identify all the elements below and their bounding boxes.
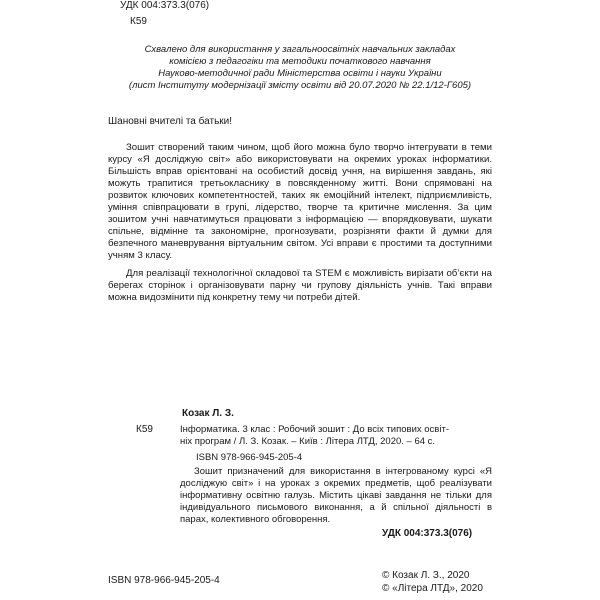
class-mark-top: К59: [130, 16, 147, 27]
bib-isbn: ISBN 978-966-945-205-4: [196, 452, 303, 463]
approval-block: [100, 44, 500, 92]
intro-paragraph-2: Для реалізації технологічної складової та STEM є можливість вирізати об’єкти на берегах сторінок і організовувати парну чи групову діяльність учнів. Такі вправи можна видозмінити під конкретну тему чи потреби дітей.: [108, 268, 492, 303]
approval-line: Науково-методичної ради Міністерства освіти і науки України: [158, 68, 442, 79]
approval-line: комісією з педагогіки та методики початкового навчання: [169, 56, 431, 67]
approval-line: Схвалено для використання у загальноосвітніх навчальних закладах: [144, 44, 456, 55]
udk-bottom: УДК 004:373.3(076): [382, 528, 473, 539]
footer-isbn: ISBN 978-966-945-205-4: [108, 575, 220, 586]
bib-author: Козак Л. З.: [182, 408, 234, 419]
udk-top: УДК 004:373.3(076): [120, 0, 210, 11]
intro-paragraph-1: Зошит створений таким чином, щоб його можна було творчо інтегрувати в теми курсу «Я досліджую світ» або використовувати на окремих уроках інформатики. Більшість вправ орієнтовані на особистий досвід учня, на вирішення завдань, які можуть трапитися третьокласнику в повсякденному житті. Вони спрямовані на розвиток ключових компетентностей, таких як емоційний інтелект, підприємливість, уміння співпрацювати в групі, лідерство, творче та критичне мислення. За цим зошитом учні навчатимуться працювати з інформацією — впорядковувати, шукати спільне, відмінне та закономірне, прогнозувати, розрізняти факти й думки для безпечного маневрування віртуальним світом. Усі вправи є простими та доступними учням 3 класу.: [108, 142, 492, 261]
bib-class-mark: К59: [136, 424, 153, 435]
copyright-publisher: © «Літера ЛТД», 2020: [382, 583, 483, 594]
approval-line: (лист Інституту модернізації змісту освіти від 20.07.2020 № 22.1/12-Г605): [128, 80, 472, 91]
bib-description-line1: Інформатика. 3 клас : Робочий зошит : До всіх типових освіт-: [180, 424, 449, 435]
bib-annotation: Зошит призначений для використання в інтегрованому курсі «Я досліджую світ» і на уроках з окремих предметів, щоб реалізувати інформативну освітню галузь. Містить цікаві завдання не тільки для індивідуального письмового виконання, а й спільної діяльності в парах, колективного обговорення.: [180, 466, 492, 525]
copyright-author: © Козак Л. З., 2020: [382, 570, 470, 581]
bib-description-line2: ніх програм / Л. З. Козак. – Київ : Літера ЛТД, 2020. – 64 с.: [180, 436, 436, 447]
greeting: Шановні вчителі та батьки!: [108, 116, 233, 127]
